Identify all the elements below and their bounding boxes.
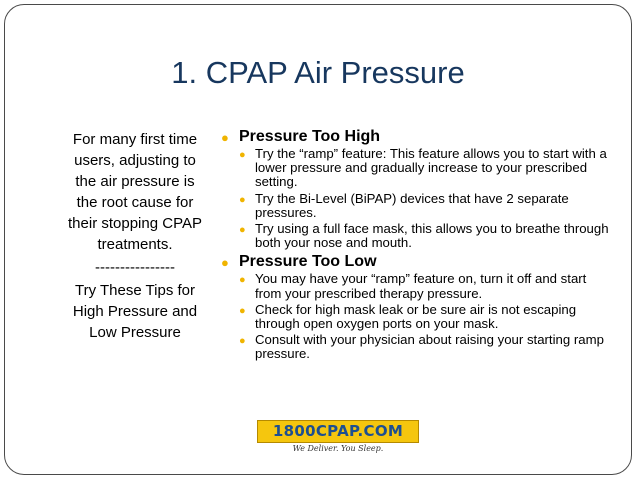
bullet-icon: ●	[239, 335, 246, 348]
logo-tagline: We Deliver. You Sleep.	[292, 444, 384, 453]
list-item	[221, 147, 616, 190]
bullet-icon: ●	[239, 149, 246, 161]
bullet-icon: ●	[239, 224, 246, 237]
list-item-text: Try the Bi-Level (BiPAP) devices that have 2 separate pressures.	[255, 190, 569, 220]
section-heading-text: Pressure Too Low	[239, 253, 377, 271]
section-heading-low	[221, 252, 616, 271]
list-item	[221, 192, 616, 220]
list-item-text: Try using a full face mask, this allows you to breathe through both your nose and mouth.	[255, 221, 609, 251]
bullet-icon: ●	[239, 304, 246, 317]
list-item	[221, 303, 616, 331]
sidebar-divider: ----------------	[95, 259, 175, 276]
slide-title: 1. CPAP Air Pressure	[171, 55, 465, 90]
list-item-text: You may have your “ramp” feature on, turn it off and start from your prescribed therapy pressure.	[255, 271, 587, 301]
bullet-icon: ●	[221, 130, 229, 145]
list-item-text: Check for high mask leak or be sure air is not escaping through open oxygen ports on your mask.	[255, 301, 577, 332]
list-item	[221, 333, 616, 361]
sidebar-intro: For many first time users, adjusting to the air pressure is the root cause for their stopping CPAP treatments.	[68, 131, 202, 253]
section-heading-high	[221, 127, 616, 146]
bullet-icon: ●	[239, 193, 246, 206]
bullet-list	[221, 127, 616, 364]
brand-logo[interactable]	[257, 420, 419, 453]
logo-wordmark: 1800CPAP.COM	[257, 420, 419, 443]
list-item-text: Consult with your physician about raising your starting ramp pressure.	[255, 332, 604, 362]
list-item	[221, 222, 616, 250]
bullet-icon: ●	[221, 255, 229, 271]
bullet-icon: ●	[239, 274, 246, 287]
sidebar-text	[67, 129, 203, 343]
slide-frame	[4, 4, 632, 475]
list-item	[221, 272, 616, 300]
section-heading-text: Pressure Too High	[239, 128, 381, 145]
list-item-text: Try the “ramp” feature: This feature allows you to start with a lower pressure and gradually increase to your prescribed setting.	[255, 146, 607, 190]
sidebar-tips: Try These Tips for High Pressure and Low Pressure	[72, 282, 198, 341]
